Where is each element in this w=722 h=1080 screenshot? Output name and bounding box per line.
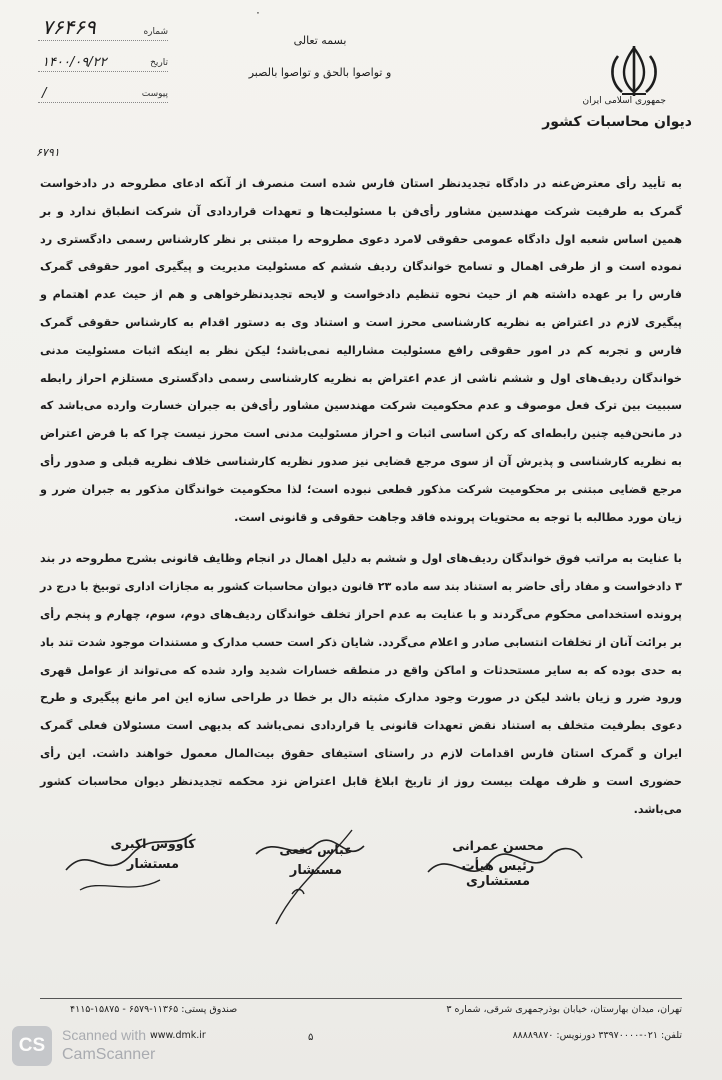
ruling-body — [40, 170, 682, 823]
signatory-name: عباس نخعی — [279, 842, 353, 857]
attachment-label: پیوست — [141, 89, 168, 99]
signatory-title: مستشار — [289, 863, 343, 878]
attachment-row — [38, 76, 168, 103]
camscanner-logo-icon: CS — [12, 1026, 52, 1066]
reference-number: ۶۷۹۱ — [36, 146, 60, 159]
signatory-title: مستشار — [126, 857, 180, 872]
footer-phone: تلفن: ۰۲۱-۳۳۹۷۰۰۰۰ دورنویس: ۸۸۸۸۹۸۷۰ — [512, 1030, 682, 1041]
date-label: تاریخ — [150, 58, 168, 68]
date-value: ۱۴۰۰/۰۹/۲۲ — [42, 55, 107, 70]
signature-scribble-chair — [420, 828, 590, 898]
page-number: ۵ — [308, 1032, 314, 1043]
signature-scribble-advisor-2 — [60, 820, 200, 910]
footer-website: www.dmk.ir — [150, 1030, 206, 1041]
bismillah-heading: بسمه تعالی — [293, 34, 347, 47]
watermark-line-2: CamScanner — [62, 1046, 156, 1063]
top-mark: ۰ — [255, 6, 261, 19]
attachment-value: / — [42, 86, 48, 101]
footer-divider — [40, 998, 682, 999]
letter-meta — [38, 14, 168, 107]
watermark-line-1: Scanned with — [62, 1027, 147, 1043]
number-label: شماره — [143, 27, 168, 37]
number-value: ۷۶۴۶۹ — [42, 15, 96, 39]
signatory-name: کاووس اکبری — [110, 836, 196, 851]
signatory-name: محسن عمرانی — [452, 838, 544, 853]
iran-emblem-icon — [594, 42, 674, 104]
number-row — [38, 14, 168, 41]
organization-name: دیوان محاسبات کشور — [542, 114, 692, 130]
signature-scribble-advisor-1 — [236, 824, 386, 944]
footer-address: تهران، میدان بهارستان، خیابان بوذرجمهری شرقی، شماره ۳ — [446, 1004, 682, 1015]
government-name: جمهوری اسلامی ایران — [582, 96, 666, 106]
footer-postal: صندوق پستی: ۱۱۳۶۵-۶۵۷۹ - ۱۵۸۷۵-۴۱۱۵ — [70, 1004, 238, 1015]
signatory-title: رئیس هیأت مستشاری — [461, 859, 535, 889]
motto-heading: و تواصوا بالحق و تواصوا بالصبر — [248, 66, 392, 79]
paragraph-1: به تأیید رأی معترض‌عنه در دادگاه تجدیدنظر استان فارس شده است منصرف از آنکه ادعای مطروحه در دادخواست گمرک به طرفیت شرکت مهندسین مشاور رأی‌فن با مسئولیت‌ها و تعهدات قراردادی آن شرکت انطباق ندارد و بر همین اساس شعبه اول دادگاه عمومی حقوقی لامرد دعوی مطروحه را مبتنی بر نظر کارشناس رسمی دادگستری رد نموده است و از طرفی اهمال و تسامح خواندگان ردیف ششم که مسئولیت مدیریت و پیگیری امور حقوقی گمرک فارس را بر عهده داشته هم از حیث نحوه تنظیم دادخواست و لایحه تجدیدنظرخواهی و هم از حیث عدم اهتمام و پیگیری لازم در اعتراض به نظریه کارشناسی محرز است و استناد وی به دستور اقدام به کارشناس حقوقی گمرک فارس و تجربه کم در امور حقوقی رافع مسئولیت مشارالیه نمی‌باشد؛ لیکن نظر به اینکه اثبات مسئولیت مدنی خواندگان ردیف‌های اول و ششم ناشی از عدم اعتراض به نظریه کارشناسی رسمی دادگستری مستلزم احراز رابطه سببیت بین ترک فعل موصوف و عدم محکومیت شرکت مهندسین مشاور رأی‌فن به جبران خسارت وارده می‌باشد که در ما‌نحن‌فیه چنین رابطه‌ای که رکن اساسی اثبات و احراز مسئولیت مدنی است محرز نیست چرا که با فرض اعتراض به نظریه کارشناسی و پذیرش آن از سوی مرجع قضایی نیز صدور نظریه کارشناسی خلاف نظریه قبلی و صدور رأی مرجع قضایی مبتنی بر محکومیت شرکت مذکور قطعی نبوده است؛ لذا محکومیت خواندگان مذکور به جبران ضرر و زیان مورد مطالبه با توجه به محتویات پرونده فاقد وجاهت حقوقی و قانونی است. — [40, 177, 682, 524]
paragraph-2: با عنایت به مراتب فوق خواندگان ردیف‌های اول و ششم به دلیل اهمال در انجام وظایف قانونی بشرح مطروحه در بند ۳ دادخواست و مفاد رأی حاضر به استناد بند سه ماده ۲۳ قانون دیوان محاسبات کشور به مجازات اداری توبیخ با درج در پرونده استخدامی محکوم می‌گردند و با عنایت به عدم احراز تخلف خواندگان ردیف‌های دوم، سوم، چهارم و پنجم رأی بر برائت آنان از تخلفات انتسابی صادر و اعلام می‌گردد. شایان ذکر است حسب مدارک و مستندات موجود شدت تند باد به حدی بوده که به سایر مستحدثات و اماکن واقع در منطقه خسارات شدید وارد شده که می‌تواند از عوامل قهری ورود ضرر و زیان باشد لیکن در صورت وجود مدارک مثبته دال بر خطا در طراحی سازه این امر مانع پیگیری و طرح دعوی بطرفیت متخلف به استناد نقض تعهدات قانونی یا قراردادی نمی‌باشد که بدیهی است مسئولان فعلی گمرک ایران و گمرک استان فارس اقدامات لازم در راستای استیفای حقوق بیت‌المال معمول خواهند داشت. این رأی حضوری است و ظرف مهلت بیست روز از تاریخ ابلاغ قابل اعتراض نزد محکمه تجدیدنظر دیوان محاسبات کشور می‌باشد. — [40, 552, 682, 816]
date-row — [38, 45, 168, 72]
